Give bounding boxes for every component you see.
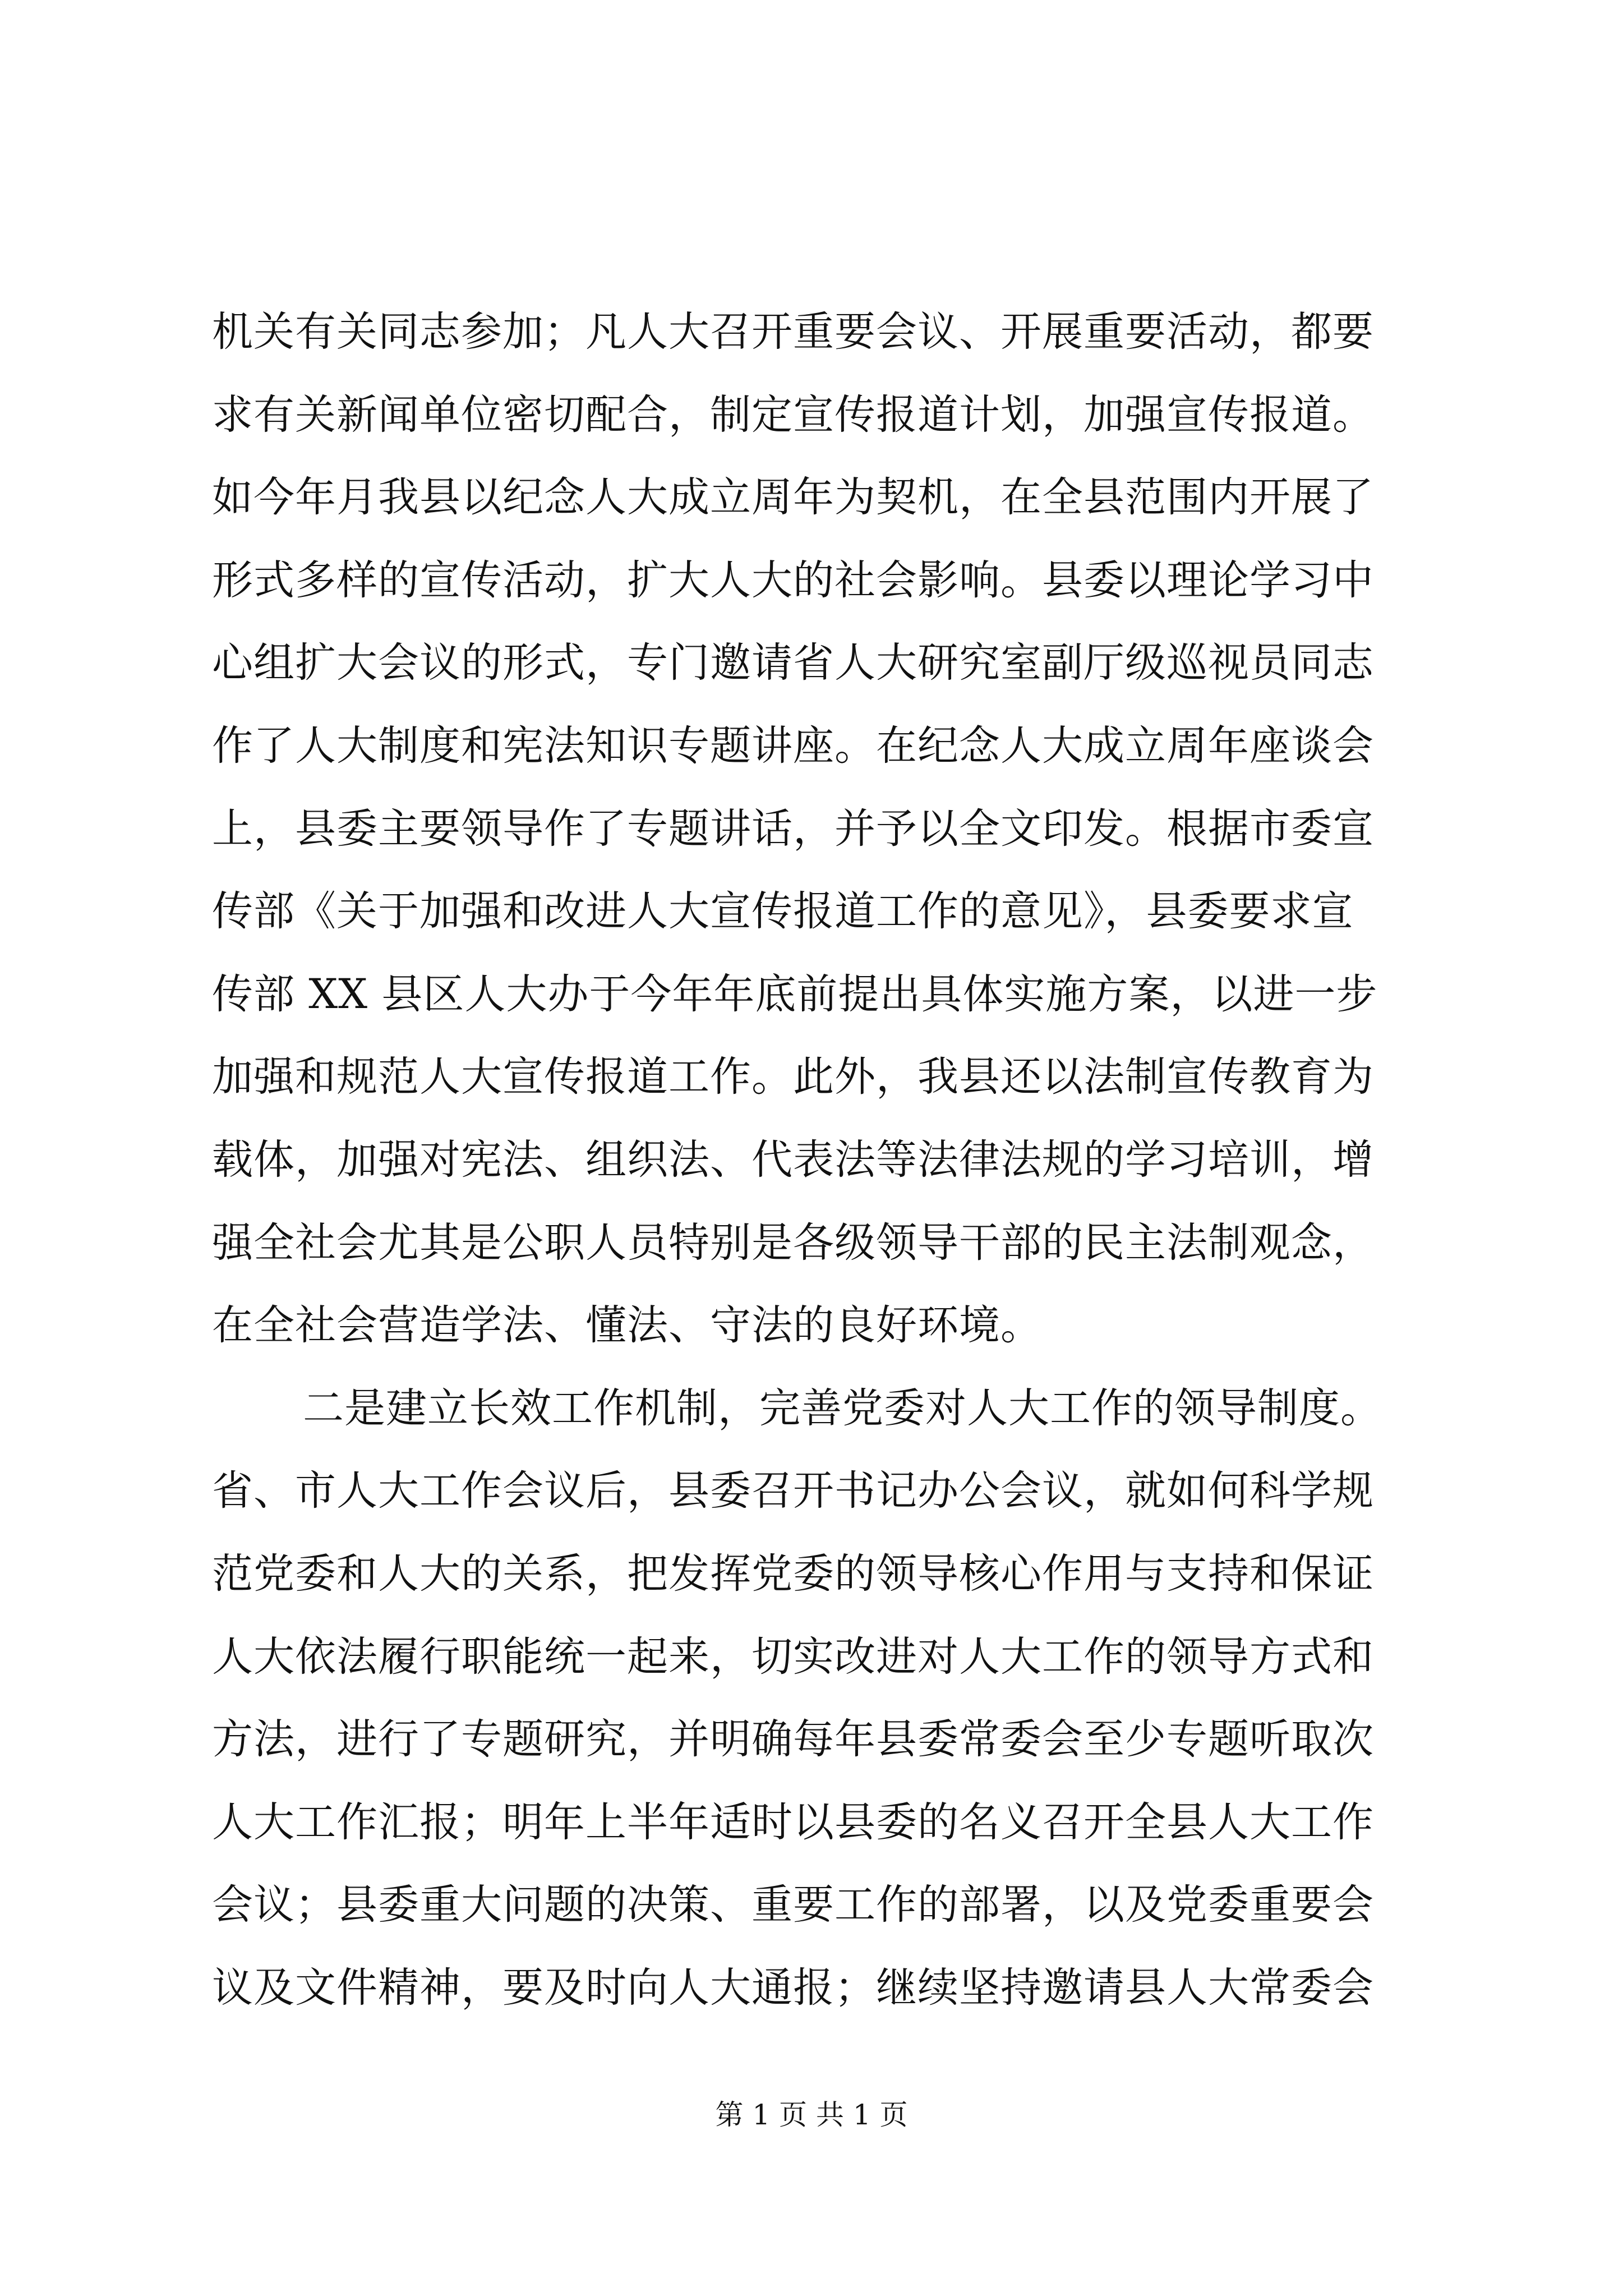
- text-line: 载体，加强对宪法、组织法、代表法等法律法规的学习培训，增: [212, 1135, 1374, 1184]
- text-line: 会议；县委重大问题的决策、重要工作的部署，以及党委重要会: [212, 1881, 1374, 1929]
- text-line: 加强和规范人大宣传报道工作。此外，我县还以法制宣传教育为: [212, 1053, 1374, 1101]
- text-line: 议及文件精神，要及时向人大通报；继续坚持邀请县人大常委会: [212, 1963, 1374, 2012]
- text-line: 省、市人大工作会议后，县委召开书记办公会议，就如何科学规: [212, 1467, 1374, 1515]
- text-line: 在全社会营造学法、懂法、守法的良好环境。: [212, 1301, 1042, 1350]
- text-line: 作了人大制度和宪法知识专题讲座。在纪念人大成立周年座谈会: [212, 721, 1374, 770]
- text-line: 如今年月我县以纪念人大成立周年为契机，在全县范围内开展了: [212, 473, 1374, 522]
- paragraph-start-line: 二是建立长效工作机制，完善党委对人大工作的领导制度。: [303, 1384, 1382, 1432]
- text-line: 传部 XX 县区人大办于今年年底前提出具体实施方案，以进一步: [212, 970, 1378, 1018]
- text-line: 求有关新闻单位密切配合，制定宣传报道计划，加强宣传报道。: [212, 390, 1374, 439]
- text-line: 人大依法履行职能统一起来，切实改进对人大工作的领导方式和: [212, 1632, 1374, 1681]
- text-line: 机关有关同志参加；凡人大召开重要会议、开展重要活动，都要: [212, 308, 1374, 356]
- document-body: [212, 291, 1412, 2029]
- text-line: 形式多样的宣传活动，扩大人大的社会影响。县委以理论学习中: [212, 556, 1374, 604]
- text-line: 人大工作汇报；明年上半年适时以县委的名义召开全县人大工作: [212, 1798, 1374, 1846]
- text-line: 强全社会尤其是公职人员特别是各级领导干部的民主法制观念，: [212, 1218, 1374, 1267]
- text-line: 传部《关于加强和改进人大宣传报道工作的意见》，县委要求宣: [212, 887, 1354, 936]
- text-line: 范党委和人大的关系，把发挥党委的领导核心作用与支持和保证: [212, 1549, 1374, 1598]
- text-line: 方法，进行了专题研究，并明确每年县委常委会至少专题听取次: [212, 1715, 1374, 1764]
- text-line: 心组扩大会议的形式，专门邀请省人大研究室副厅级巡视员同志: [212, 639, 1374, 687]
- page-footer: 第 1 页 共 1 页: [715, 2099, 908, 2131]
- text-line: 上，县委主要领导作了专题讲话，并予以全文印发。根据市委宣: [212, 804, 1374, 853]
